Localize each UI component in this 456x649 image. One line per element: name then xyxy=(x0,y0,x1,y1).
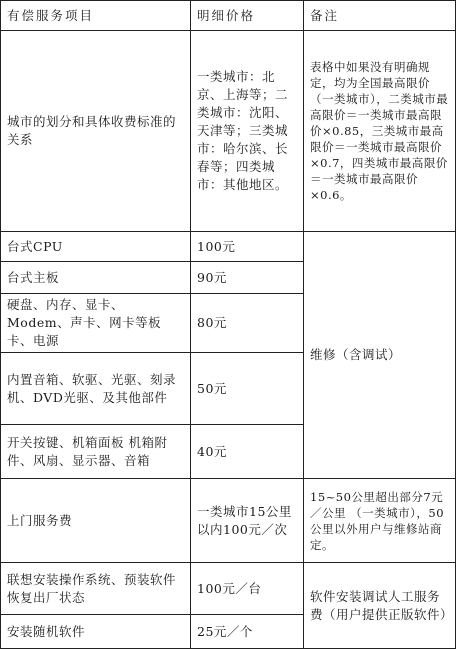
row-price: 40元 xyxy=(191,425,304,479)
row-price: 100元 xyxy=(191,232,304,262)
row-price: 一类城市15公里以内100元／次 xyxy=(191,479,304,563)
repair-note: 维修（含调试） xyxy=(304,232,456,479)
row-price: 90元 xyxy=(191,262,304,294)
header-note: 备注 xyxy=(304,1,456,31)
row-price: 一类城市：北京、上海等；二类城市：沈阳、天津等；三类城市：哈尔滨、长春等；四类城市：其他地区。 xyxy=(191,31,304,232)
row-item: 开关按键、机箱面板 机箱附件、风扇、显示器、音箱 xyxy=(1,425,191,479)
row-price: 50元 xyxy=(191,353,304,425)
row-item: 台式CPU xyxy=(1,232,191,262)
row-price: 100元／台 xyxy=(191,563,304,615)
row-item: 上门服务费 xyxy=(1,479,191,563)
row-item: 联想安装操作系统、预装软件恢复出厂状态 xyxy=(1,563,191,615)
row-note: 15~50公里超出部分7元／公里 （一类城市），50公里以外用户与维修站商定。 xyxy=(304,479,456,563)
row-item: 内置音箱、软驱、光驱、刻录机、DVD光驱、及其他部件 xyxy=(1,353,191,425)
row-price: 80元 xyxy=(191,294,304,353)
table-row xyxy=(1,232,456,262)
row-item: 台式主板 xyxy=(1,262,191,294)
row-item: 硬盘、内存、显卡、Modem、声卡、网卡等板卡、电源 xyxy=(1,294,191,353)
row-item: 安装随机软件 xyxy=(1,615,191,649)
header-item: 有偿服务项目 xyxy=(1,1,191,31)
header-price: 明细价格 xyxy=(191,1,304,31)
table-row xyxy=(1,563,456,615)
row-item: 城市的划分和具体收费标准的关系 xyxy=(1,31,191,232)
software-note: 软件安装调试人工服务费（用户提供正版软件） xyxy=(304,563,456,649)
row-note: 表格中如果没有明确规定，均为全国最高限价（一类城市），二类城市最高限价＝一类城市最高限价×0.85，三类城市最高限价＝一类城市最高限价×0.7，四类城市最高限价＝一类城市最高限价×0.6。 xyxy=(304,31,456,232)
table-row xyxy=(1,31,456,232)
table-row xyxy=(1,479,456,563)
table-header-row xyxy=(1,1,456,31)
row-price: 25元／个 xyxy=(191,615,304,649)
